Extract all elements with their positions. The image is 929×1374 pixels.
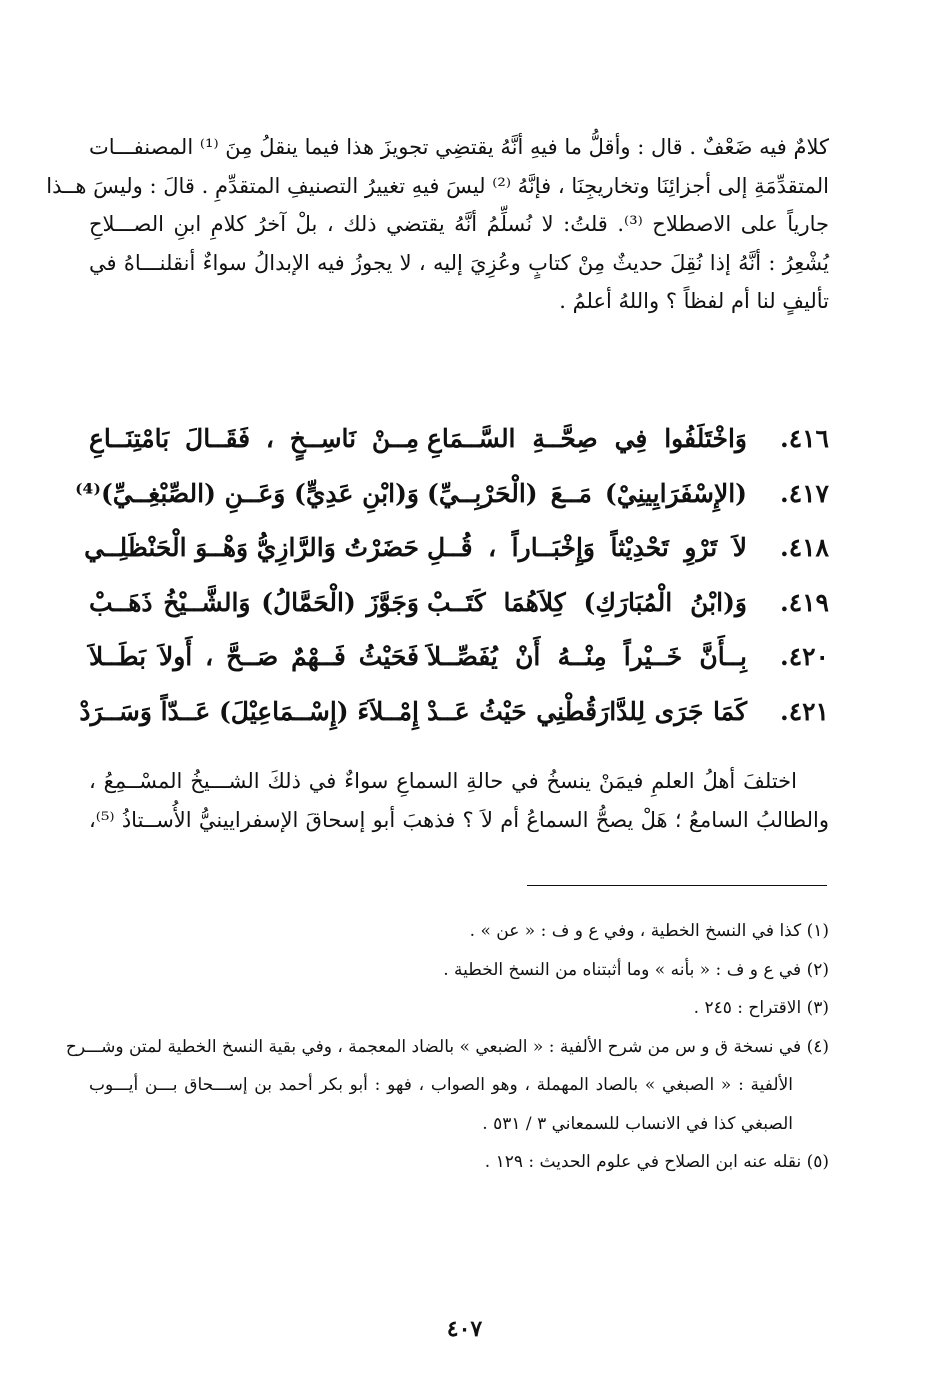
verse-first-hemistich: كَمَا جَرَى لِلدَّارَقُطْنِي حَيْثُ عَــدْ — [427, 696, 747, 726]
verse-421 — [79, 691, 829, 746]
verse-second-hemistich: إِمْــلاَءَ (إِسْــمَاعِيْلَ) عَــدّاً وَسَــرَدْ — [79, 696, 419, 726]
prose-line: جارياً على الاصطلاح ⁽³⁾. قلتُ: لا نُسلِّمُ أنَّهُ يقتضي ذلك ، بلْ آخرُ كلامِ ابنِ الصـــلاحِ — [89, 212, 830, 236]
verse-second-hemistich: وَ(ابْنِ عَدِيٍّ) وَعَــنِ (الصِّبْغِــيِّ)⁽⁴⁾ — [75, 478, 419, 508]
commentary-paragraph — [89, 762, 829, 840]
verse-420 — [89, 636, 829, 691]
verse-second-hemistich: فَحَيْثُ فَــهْمٌ صَــحَّ ، أَولاَ بَطَــلاَ — [89, 642, 419, 671]
verse-number: ٤٢١. — [779, 696, 829, 726]
verse-number: ٤٢٠. — [779, 642, 829, 671]
verse-first-hemistich: وَاخْتَلَفُوا فِي صِحَّــةِ السَّــمَاعِ — [427, 424, 747, 453]
verse-number: ٤١٧. — [779, 478, 829, 508]
footnote-line: (٤) في نسخة ق و س من شرح الألفية : « الضبعي » بالضاد المعجمة ، وفي بقية النسخ الخطية لمتن وشـــرح — [65, 1036, 829, 1057]
verse-416 — [89, 418, 829, 473]
verse-418 — [84, 527, 829, 582]
commentary-line: اختلفَ أهلُ العلمِ فيمَنْ ينسخُ في حالةِ السماعِ سواءٌ في ذلكَ الشـــيخُ المسْــمِعُ ، — [89, 769, 797, 793]
footnote-line: (٥) نقله عنه ابن الصلاح في علوم الحديث : ١٢٩ . — [484, 1152, 829, 1172]
footnote-line: (١) كذا في النسخ الخطية ، وفي ع و ف : « عن » . — [469, 921, 829, 941]
footnote-2 — [89, 951, 829, 990]
verse-block — [75, 418, 829, 745]
verse-first-hemistich: وَ(ابْنُ الْمُبَارَكِ) كِلاَهُمَا كَتَــبْ — [427, 587, 747, 617]
commentary-line: والطالبُ السامعُ ؛ هَلْ يصحُّ السماعُ أم لاَ ؟ فذهبَ أبو إسحاقَ الإسفرايينيُّ الأُســتاذُ ⁽⁵⁾، — [89, 808, 829, 832]
verse-419 — [89, 582, 829, 637]
verse-first-hemistich: بِــأَنَّ خَــيْراً مِنْــهُ أَنْ يُفَصِّــلاَ — [427, 642, 747, 671]
footnote-4 — [65, 1028, 829, 1144]
verse-417 — [75, 473, 829, 528]
verse-number: ٤١٦. — [779, 424, 829, 453]
footnote-line: (٣) الاقتراح : ٢٤٥ . — [693, 998, 829, 1018]
footnote-1 — [89, 912, 829, 951]
footnotes — [65, 912, 829, 1182]
page-number: ٤٠٧ — [446, 1316, 483, 1342]
footnote-5 — [89, 1143, 829, 1182]
footnote-line: الصبغي كذا في الانساب للسمعاني ٣ / ٥٣١ . — [482, 1113, 793, 1134]
prose-line: تأليفٍ لنا أم لفظاً ؟ واللهُ أعلمُ . — [559, 289, 829, 313]
verse-second-hemistich: وَجَوَّزَ (الْحَمَّالُ) وَالشَّــيْخُ ذَهَــبْ — [89, 587, 419, 617]
footnote-separator — [527, 885, 827, 886]
prose-line: كلامٌ فيه ضَعْفٌ . قال : وأقلُّ ما فيهِ أنَّهُ يقتضِي تجويزَ هذا فيما ينقلُ مِنَ ⁽¹⁾ المصنفـــات — [89, 135, 829, 159]
verse-second-hemistich: مِــنْ نَاسِــخٍ ، فَقَــالَ بَامْتِنَــاعِ — [89, 424, 419, 453]
verse-first-hemistich: لاَ تَرْوِ تَحْدِيْثاً وَإِخْبَــاراً ، قُــلِ — [427, 533, 747, 562]
verse-number: ٤١٨. — [779, 533, 829, 562]
verse-first-hemistich: (الإِسْفَرَايِينِيْ) مَــعَ (الْحَرْبِــيِّ) — [427, 478, 747, 508]
prose-line: المتقدِّمَةِ إلى أجزائِنَا وتخاريجِنَا ، فإنَّهُ ⁽²⁾ ليسَ فيهِ تغييرُ التصنيفِ المتقدِّمِ . قالَ : وليسَ هــذا — [46, 173, 829, 198]
prose-paragraph — [46, 128, 830, 321]
verse-number: ٤١٩. — [779, 587, 829, 617]
verse-second-hemistich: حَضَرْتُ وَالرَّازِيُّ وَهْــوَ الْحَنْظَلِــي — [84, 533, 419, 562]
footnote-line: الألفية : « الصبغي » بالصاد المهملة ، وهو الصواب ، فهو : أبو بكر أحمد بن إســـحاق بـــن أيـــوب — [89, 1075, 793, 1095]
footnote-line: (٢) في ع و ف : « بأنه » وما أثبتناه من النسخ الخطية . — [443, 959, 829, 980]
footnote-3 — [89, 989, 829, 1028]
prose-line: يُشْعِرُ : أنَّهُ إذا نُقِلَ حديثٌ مِنْ كتابٍ وعُزِيَ إليه ، لا يجوزُ فيه الإبدالُ سواءٌ أنقلنـــاهُ في — [89, 250, 829, 275]
